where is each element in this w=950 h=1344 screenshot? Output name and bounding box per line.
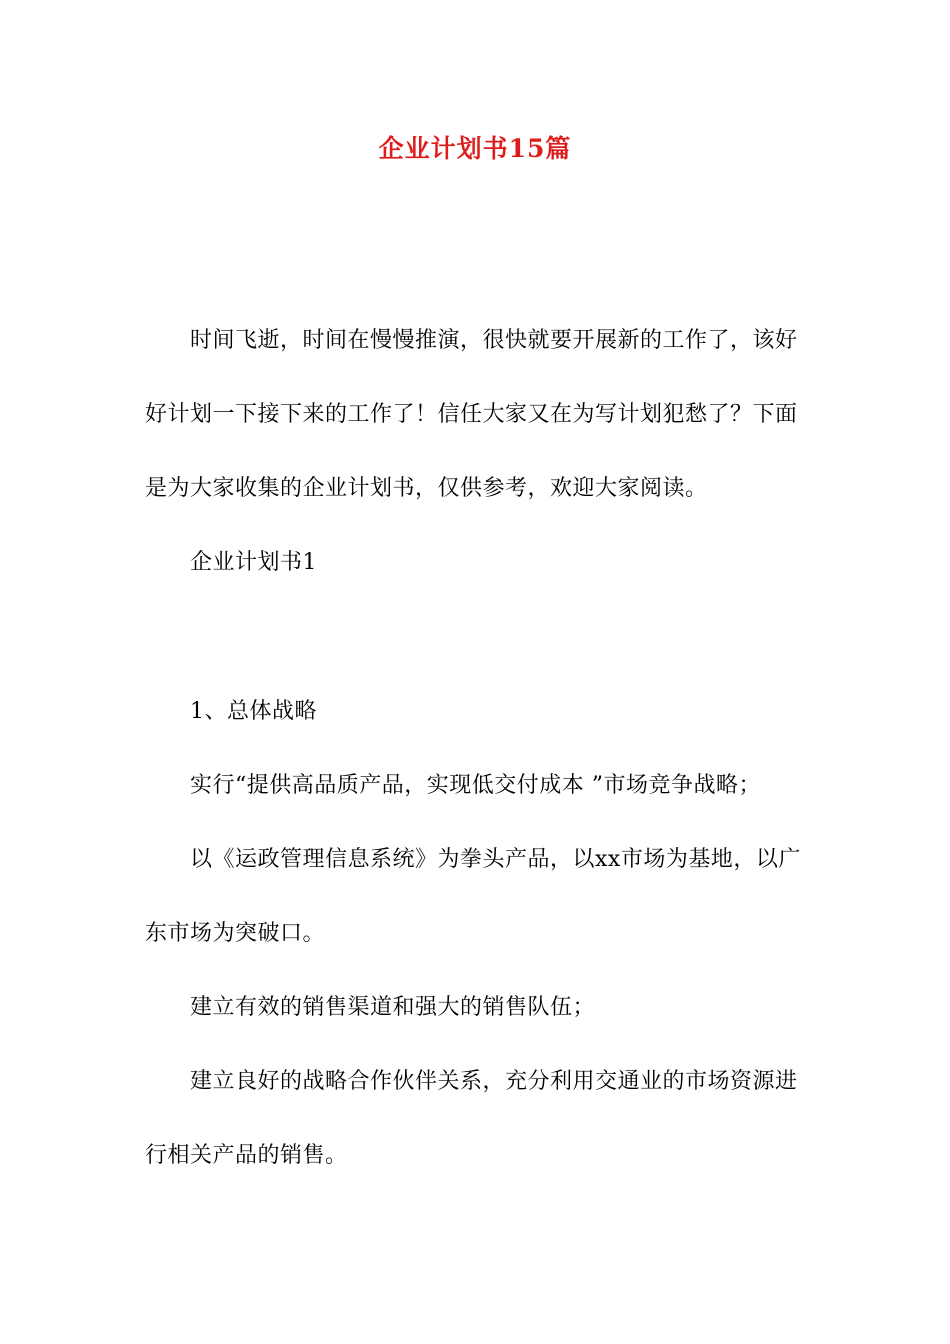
document-title: 企业计划书15篇 [378,134,572,163]
body-line-4: 建立有效的销售渠道和强大的销售队伍； [190,995,596,1020]
body-line-1: 实行“提供高品质产品，实现低交付成本 ”市场竞争战略； [190,773,761,798]
intro-line-1: 时间飞逝，时间在慢慢推演，很快就要开展新的工作了，该好 [190,328,798,353]
body-line-5: 建立良好的战略合作伙伴关系，充分利用交通业的市场资源进 [190,1069,798,1094]
subheading-strategy: 1、总体战略 [190,699,317,724]
intro-line-2: 好计划一下接下来的工作了！信任大家又在为写计划犯愁了？下面 [145,402,798,427]
intro-line-3: 是为大家收集的企业计划书，仅供参考，欢迎大家阅读。 [145,476,708,501]
section-heading: 企业计划书1 [190,550,317,575]
body-line-3: 东市场为突破口。 [145,921,326,946]
body-line-2: 以《运政管理信息系统》为拳头产品，以xx市场为基地，以广 [190,847,801,872]
body-line-6: 行相关产品的销售。 [145,1143,348,1168]
